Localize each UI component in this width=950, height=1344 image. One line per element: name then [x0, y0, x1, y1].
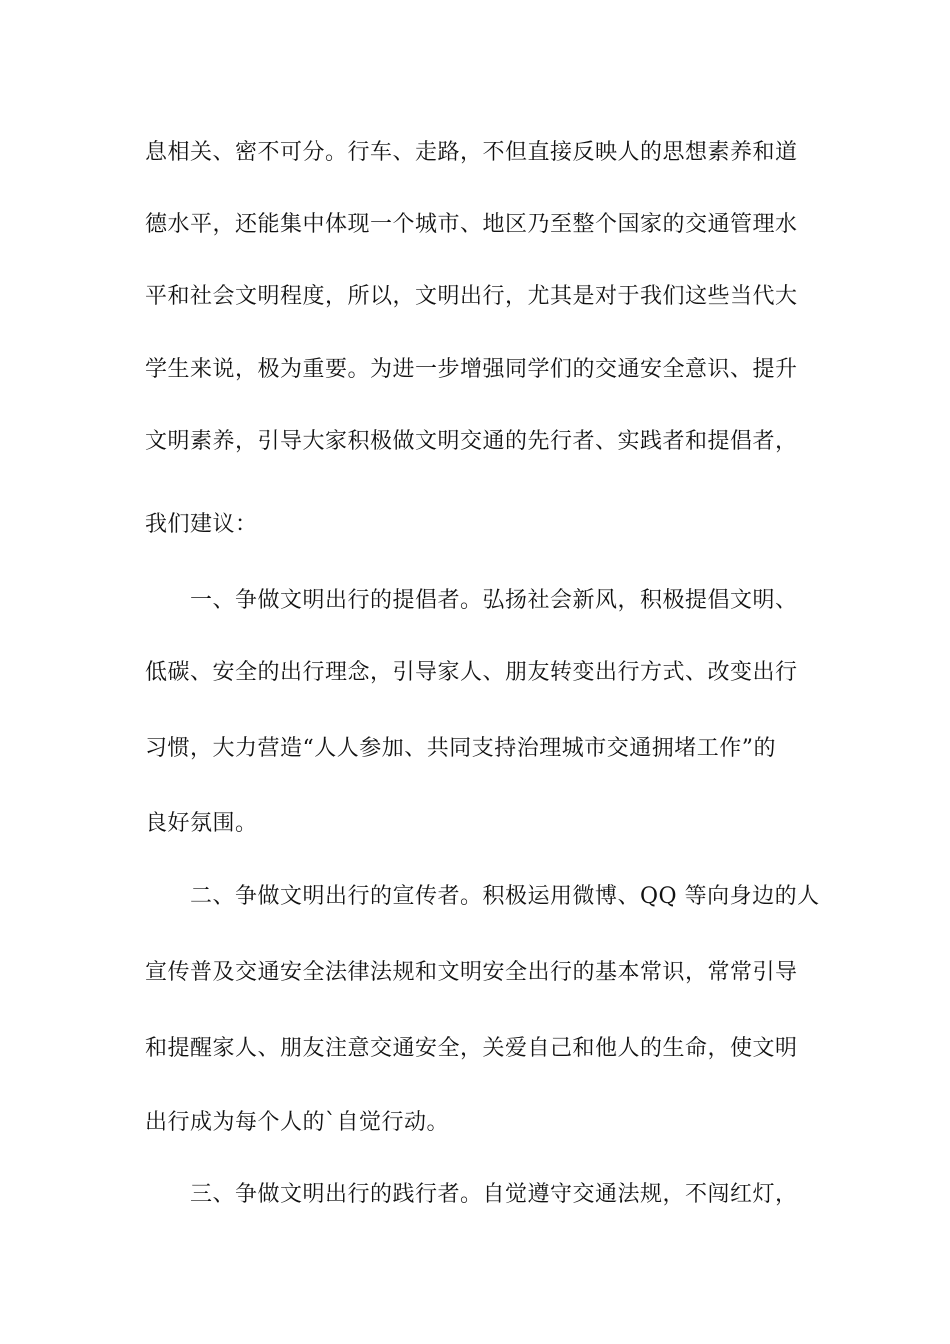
paragraph-line: 平和社会文明程度，所以，文明出行，尤其是对于我们这些当代大: [145, 284, 798, 309]
paragraph-line: 和提醒家人、朋友注意交通安全，关爱自己和他人的生命，使文明: [145, 1036, 798, 1061]
paragraph-line: 德水平，还能集中体现一个城市、地区乃至整个国家的交通管理水: [145, 212, 798, 237]
paragraph-line: 出行成为每个人的`自觉行动。: [145, 1110, 450, 1135]
paragraph-line: 我们建议：: [145, 512, 258, 537]
paragraph-line: 宣传普及交通安全法律法规和文明安全出行的基本常识，常常引导: [145, 960, 798, 985]
paragraph-line: 低碳、安全的出行理念，引导家人、朋友转变出行方式、改变出行: [145, 660, 798, 685]
paragraph-line: 二、争做文明出行的宣传者。积极运用微博、QQ 等向身边的人: [190, 884, 820, 909]
paragraph-line: 息相关、密不可分。行车、走路，不但直接反映人的思想素养和道: [145, 140, 798, 165]
paragraph-line: 良好氛围。: [145, 811, 258, 836]
paragraph-line: 文明素养，引导大家积极做文明交通的先行者、实践者和提倡者，: [145, 429, 798, 454]
paragraph-line: 三、争做文明出行的践行者。自觉遵守交通法规，不闯红灯，: [190, 1182, 798, 1207]
paragraph-line: 习惯，大力营造“人人参加、共同支持治理城市交通拥堵工作”的: [145, 736, 776, 761]
paragraph-line: 一、争做文明出行的提倡者。弘扬社会新风，积极提倡文明、: [190, 588, 798, 613]
paragraph-line: 学生来说，极为重要。为进一步增强同学们的交通安全意识、提升: [145, 357, 798, 382]
